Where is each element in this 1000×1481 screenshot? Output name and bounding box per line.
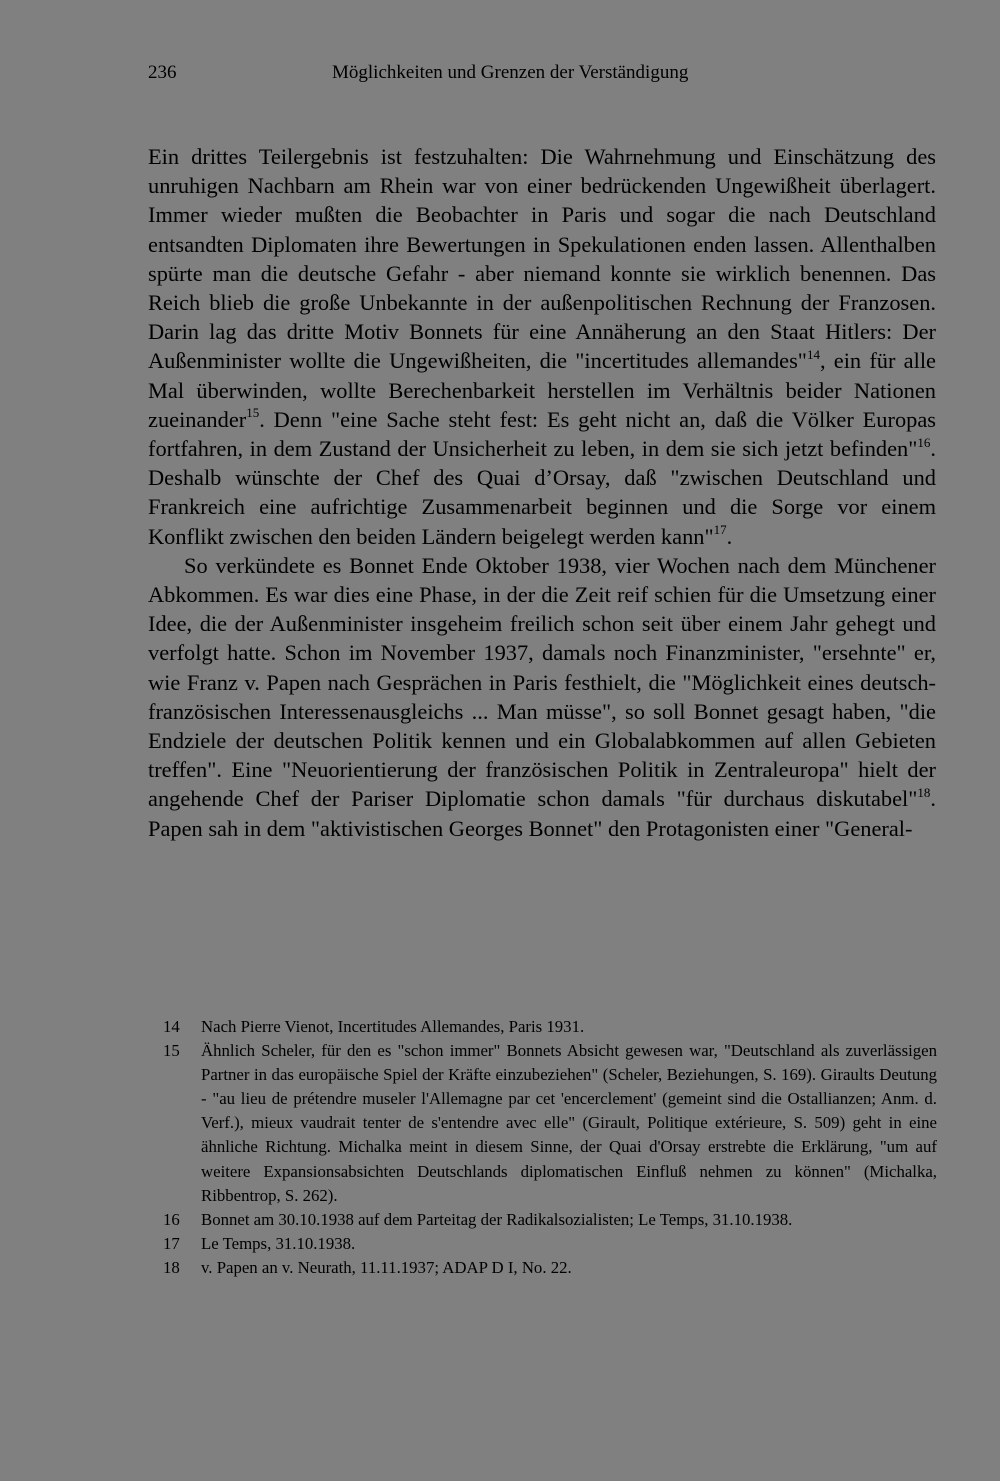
footnote-text: Ähnlich Scheler, für den es "schon immer" Bonnets Absicht gewesen war, "Deutschland als zuverlässigen Partner in das europäische Spiel der Kräfte einzubeziehen" (Scheler, Beziehungen, S. 169). Giraults Deutung - "au lieu de prétendre museler l'Allemagne par cet 'encerclement' (gemeint sind die Ostallianzen; Anm. d. Verf.), mieux vaudrait tenter de s'entendre avec elle" (Girault, Politique extérieure, S. 509) geht in eine ähnliche Richtung. Michalka meint in diesem Sinne, der Quai d'Orsay erstrebte die Erklärung, "um auf weitere Expansionsabsichten Deutschlands diplomatischen Einfluß nehmen zu können" (Michalka, Ribbentrop, S. 262).	[201, 1041, 937, 1205]
footnote-15	[163, 1039, 937, 1208]
running-header	[148, 62, 838, 90]
footnote-text: Nach Pierre Vienot, Incertitudes Allemandes, Paris 1931.	[201, 1017, 585, 1036]
footnote-ref-16: 16	[917, 434, 931, 450]
paragraph-1-text-1: Ein drittes Teilergebnis ist festzuhalten: Die Wahrnehmung und Einschätzung des unruhigen Nachbarn am Rhein war von einer bedrückenden Ungewißheit überlagert. Immer wieder mußten die Beobachter in Paris und sogar die nach Deutschland entsandten Diplomaten ihre Bewertungen in Spekulationen enden lassen. Allenthalben spürte man die deutsche Gefahr - aber niemand konnte sie wirklich benennen. Das Reich blieb die große Unbekannte in der außenpolitischen Rechnung der Franzosen. Darin lag das dritte Motiv Bonnets für eine Annäherung an den Staat Hitlers: Der Außenminister wollte die Ungewißheiten, die "incertitudes allemandes"	[148, 144, 936, 374]
paragraph-1-text-2: , ein für alle Mal überwinden, wollte Berechenbarkeit herstellen im Verhältnis beider Nationen zueinander	[148, 348, 936, 432]
paragraph-1-text-5: .	[726, 523, 733, 549]
paragraph-1	[148, 142, 936, 551]
footnote-text: Le Temps, 31.10.1938.	[201, 1233, 356, 1253]
footnote-number: 14	[163, 1017, 180, 1036]
footnote-ref-15: 15	[246, 405, 260, 421]
footnote-ref-18: 18	[917, 785, 931, 800]
footnote-number: 17	[163, 1233, 180, 1253]
footnote-ref-17: 17	[713, 522, 727, 538]
paragraph-2-text-2: . Papen sah in dem "aktivistischen Georges Bonnet" den Protagonisten einer "General-	[148, 786, 936, 841]
page-number: 236	[148, 62, 177, 83]
footnote-number: 18	[163, 1257, 180, 1277]
footnote-16	[163, 1208, 937, 1232]
running-title: Möglichkeiten und Grenzen der Verständigung	[332, 62, 689, 83]
footnote-text: Bonnet am 30.10.1938 auf dem Parteitag der Radikalsozialisten; Le Temps, 31.10.1938.	[201, 1209, 793, 1229]
footnotes	[163, 1015, 937, 1280]
footnote-text: v. Papen an v. Neurath, 11.11.1937; ADAP D I, No. 22.	[201, 1257, 572, 1277]
footnote-ref-14: 14	[806, 346, 820, 362]
paragraph-1-text-4: . Deshalb wünschte der Chef des Quai d’Orsay, daß "zwischen Deutschland und Frankreich eine aufrichtige Zusammenarbeit beginnen und die Sorge vor einem Konflikt zwischen den beiden Ländern beigelegt werden kann"	[148, 436, 936, 549]
footnote-number: 15	[163, 1041, 180, 1061]
body-text	[148, 142, 936, 843]
footnote-18	[163, 1256, 937, 1280]
paragraph-2	[148, 551, 936, 843]
paragraph-1-text-3: . Denn "eine Sache steht fest: Es geht nicht an, daß die Völker Europas fortfahren, in dem Zustand der Unsicherheit zu leben, in dem sie sich jetzt befinden"	[148, 406, 936, 462]
footnote-17	[163, 1232, 937, 1256]
footnote-number: 16	[163, 1209, 180, 1229]
paragraph-2-text-1: So verkündete es Bonnet Ende Oktober 1938, vier Wochen nach dem Münchener Abkommen. Es war dies eine Phase, in der die Zeit reif schien für die Umsetzung einer Idee, die der Außenminister insgeheim freilich schon seit über einem Jahr gehegt und verfolgt hatte. Schon im November 1937, damals noch Finanzminister, "ersehnte" er, wie Franz v. Papen nach Gesprächen in Paris festhielt, die "Möglichkeit eines deutsch-französischen Interessenausgleichs ... Man müsse", so soll Bonnet gesagt haben, "die Endziele der deutschen Politik kennen und ein Globalabkommen auf allen Gebieten treffen". Eine "Neuorientierung der französischen Politik in Zentraleuropa" hielt der angehende Chef der Pariser Diplomatie schon damals "für durchaus diskutabel"	[148, 552, 936, 812]
footnote-14	[163, 1015, 937, 1039]
